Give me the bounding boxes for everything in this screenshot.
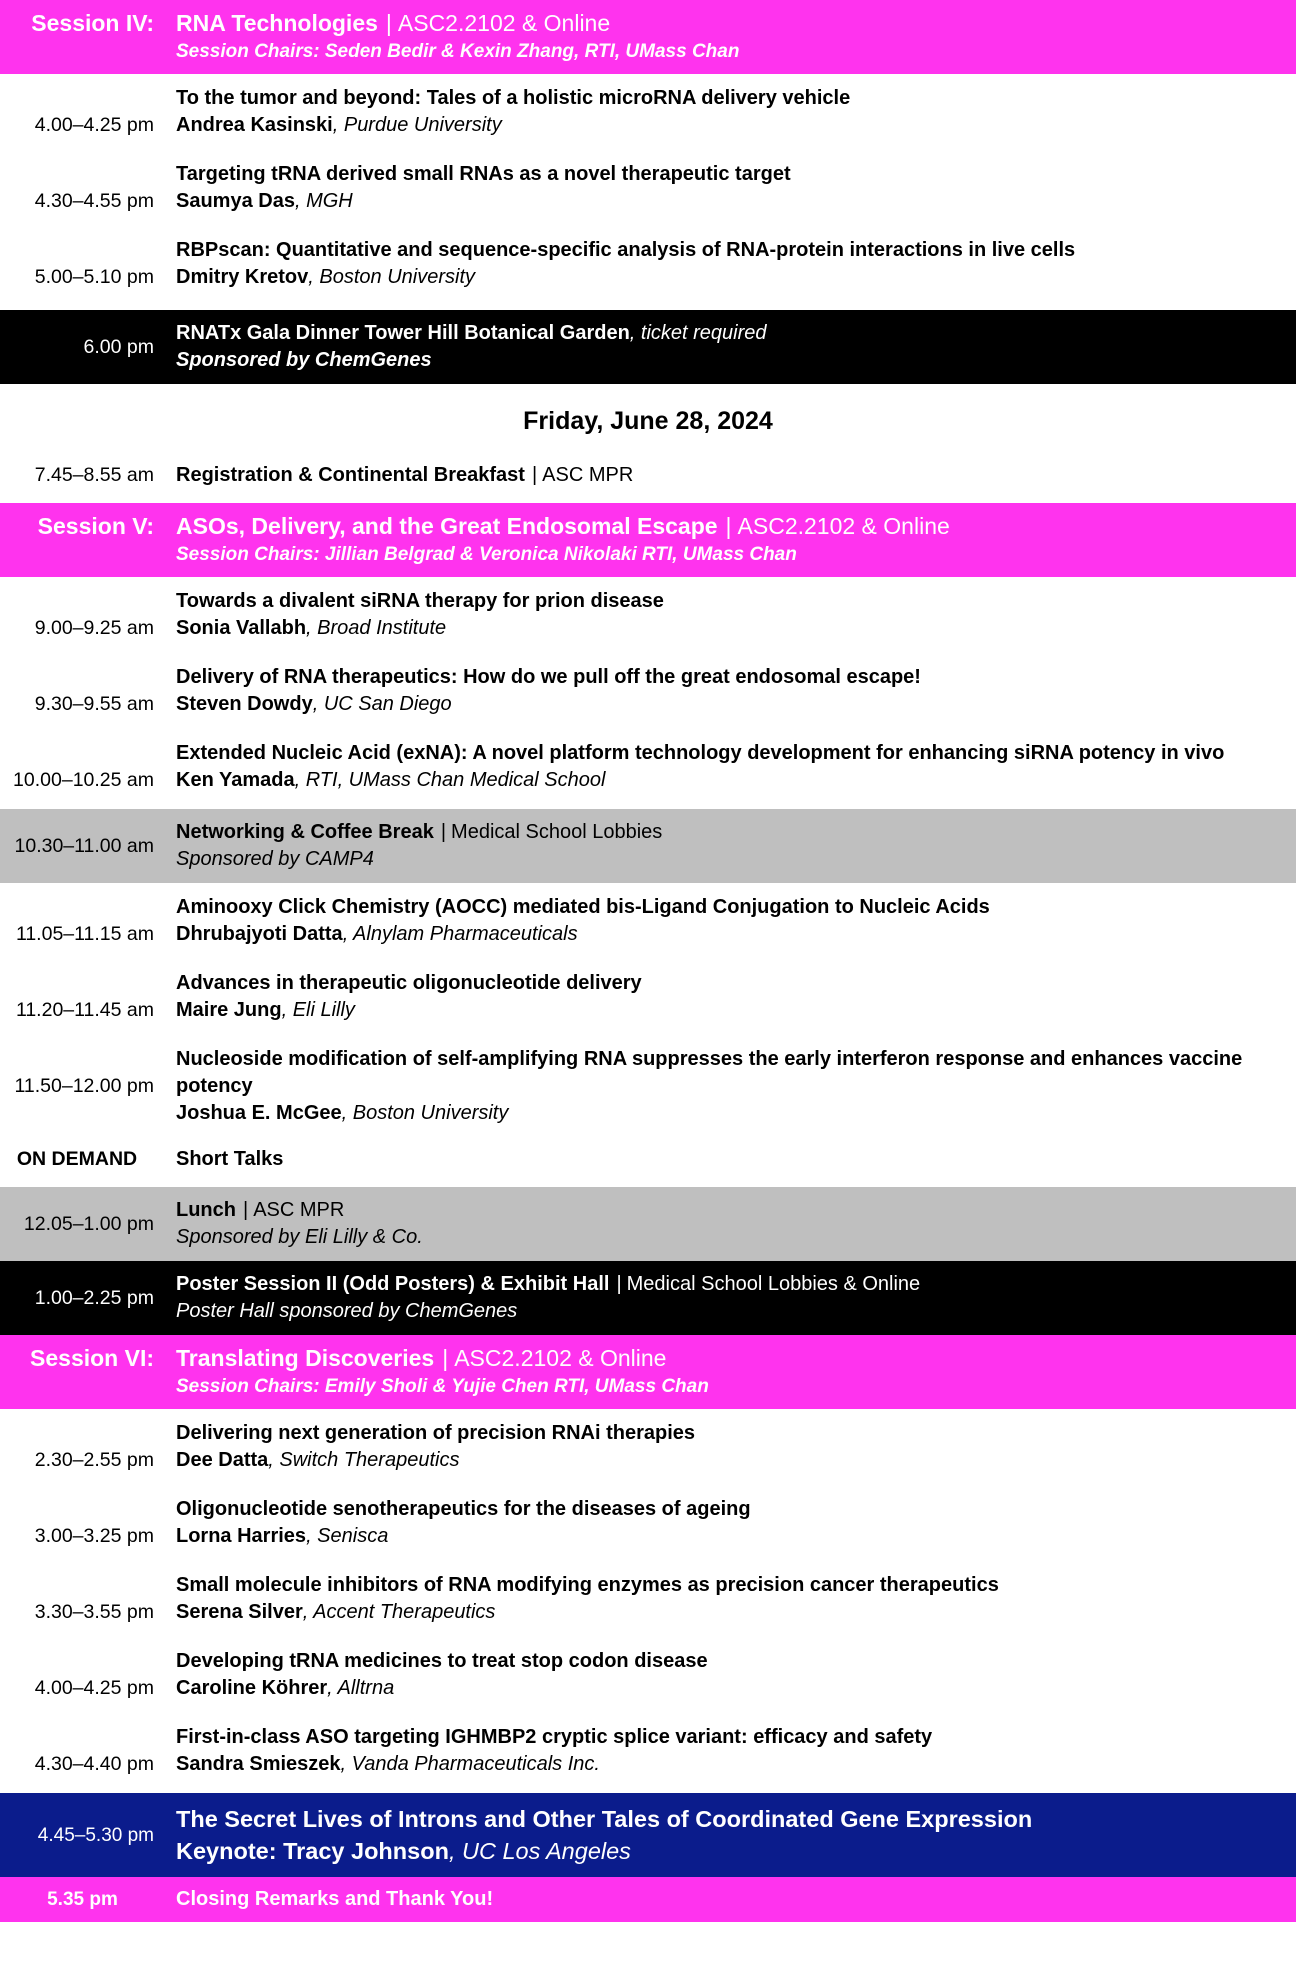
- gala-time: 6.00 pm: [83, 335, 154, 358]
- talk-body: [165, 894, 1296, 948]
- talk-affiliation: , Alnylam Pharmaceuticals: [342, 923, 578, 945]
- poster-session-title: Poster Session II (Odd Posters) & Exhibit Hall: [176, 1273, 610, 1295]
- lunch-row: [0, 1187, 1296, 1261]
- talk-time: 11.05–11.15 am: [15, 923, 154, 945]
- talk-speaker: Lorna Harries: [176, 1525, 307, 1547]
- talk-body: [165, 237, 1296, 291]
- talk-title: Aminooxy Click Chemistry (AOCC) mediated bis-Ligand Conjugation to Nucleic Acids: [176, 896, 990, 918]
- lunch-time: 12.05–1.00 pm: [23, 1212, 154, 1235]
- table-row: [0, 1637, 1296, 1713]
- talk-time: 11.20–11.45 am: [15, 999, 154, 1021]
- session-header-4-line1: [0, 7, 1296, 39]
- table-row: [0, 577, 1296, 653]
- coffee-break-sponsor: Sponsored by CAMP4: [176, 848, 374, 870]
- poster-session-time: 1.00–2.25 pm: [34, 1286, 154, 1309]
- lunch-title: Lunch: [176, 1199, 236, 1221]
- on-demand-row: [0, 1138, 1296, 1183]
- talk-title: Delivery of RNA therapeutics: How do we pull off the great endosomal escape!: [176, 666, 921, 688]
- table-row: [0, 959, 1296, 1035]
- table-row: [0, 226, 1296, 302]
- registration-location: ASC MPR: [542, 464, 634, 486]
- talk-affiliation: , Senisca: [306, 1525, 389, 1547]
- talk-body: [165, 1648, 1296, 1702]
- talk-body: [165, 1420, 1296, 1474]
- talk-time: 9.30–9.55 am: [34, 693, 154, 715]
- session-5-separator: |: [725, 513, 732, 539]
- talk-time: 3.30–3.55 pm: [34, 1601, 154, 1623]
- talk-time: 4.30–4.40 pm: [34, 1753, 154, 1775]
- talk-time: 11.50–12.00 pm: [14, 1075, 154, 1097]
- session-header-6: [0, 1335, 1296, 1409]
- talk-speaker: Dhrubajyoti Datta: [176, 923, 343, 945]
- coffee-break-separator: |: [440, 821, 447, 843]
- poster-session-location: Medical School Lobbies & Online: [626, 1273, 921, 1295]
- talk-body: [165, 588, 1296, 642]
- talk-speaker: Caroline Köhrer: [176, 1677, 328, 1699]
- talk-affiliation: , Eli Lilly: [281, 999, 355, 1021]
- table-row: [0, 1035, 1296, 1138]
- lunch-location: ASC MPR: [253, 1199, 345, 1221]
- talk-body: [165, 970, 1296, 1024]
- talk-speaker: Sandra Smieszek: [176, 1753, 341, 1775]
- talk-time: 5.00–5.10 pm: [34, 266, 154, 288]
- session-5-label: Session V:: [37, 513, 154, 539]
- gala-sponsor: Sponsored by ChemGenes: [176, 349, 432, 371]
- session-header-5-line1: [0, 510, 1296, 542]
- talk-title: First-in-class ASO targeting IGHMBP2 cryptic splice variant: efficacy and safety: [176, 1726, 933, 1748]
- talk-affiliation: , Broad Institute: [306, 617, 447, 639]
- talk-time: 2.30–2.55 pm: [34, 1449, 154, 1471]
- talk-time: 4.00–4.25 pm: [34, 114, 154, 136]
- registration-title: Registration & Continental Breakfast: [176, 464, 525, 486]
- poster-session-body: [165, 1271, 1296, 1325]
- gala-title: RNATx Gala Dinner Tower Hill Botanical Garden: [176, 322, 630, 344]
- coffee-break-row: [0, 809, 1296, 883]
- talk-affiliation: , Purdue University: [332, 114, 502, 136]
- table-row: [0, 1485, 1296, 1561]
- talk-speaker: Joshua E. McGee: [176, 1102, 342, 1124]
- day-heading: Friday, June 28, 2024: [523, 407, 773, 435]
- talk-time: 4.30–4.55 pm: [34, 190, 154, 212]
- talk-title: Towards a divalent siRNA therapy for prion disease: [176, 590, 664, 612]
- session-4-location: ASC2.2102 & Online: [397, 10, 611, 36]
- table-row: [0, 729, 1296, 805]
- session-5-titlewrap: [165, 510, 1296, 542]
- table-row: [0, 653, 1296, 729]
- talk-title: Delivering next generation of precision RNAi therapies: [176, 1422, 696, 1444]
- session-6-separator: |: [442, 1345, 449, 1371]
- keynote-body: [165, 1803, 1296, 1867]
- lunch-sponsor: Sponsored by Eli Lilly & Co.: [176, 1226, 423, 1248]
- talk-speaker: Saumya Das: [176, 190, 295, 212]
- talk-body: [165, 740, 1296, 794]
- session-4-titlewrap: [165, 7, 1296, 39]
- talk-speaker: Serena Silver: [176, 1601, 303, 1623]
- talk-speaker: Sonia Vallabh: [176, 617, 307, 639]
- talk-speaker: Dmitry Kretov: [176, 266, 309, 288]
- coffee-break-time: 10.30–11.00 am: [14, 834, 154, 857]
- table-row: [0, 1561, 1296, 1637]
- registration-body: [165, 462, 1296, 489]
- closing-remarks-row: [0, 1877, 1296, 1922]
- session-4-label: Session IV:: [31, 10, 154, 36]
- talk-affiliation: , Alltrna: [327, 1677, 395, 1699]
- talk-body: [165, 85, 1296, 139]
- gala-body: [165, 320, 1296, 374]
- registration-time: 7.45–8.55 am: [34, 464, 154, 486]
- session-6-title: Translating Discoveries: [176, 1345, 435, 1371]
- talk-affiliation: , Switch Therapeutics: [268, 1449, 460, 1471]
- poster-session-row: [0, 1261, 1296, 1335]
- session-5-location: ASC2.2102 & Online: [737, 513, 950, 539]
- talk-speaker: Dee Datta: [176, 1449, 269, 1471]
- talk-body: [165, 664, 1296, 718]
- session-header-5: [0, 503, 1296, 577]
- talk-body: [165, 1724, 1296, 1778]
- talk-title: Nucleoside modification of self-amplifying RNA suppresses the early interferon response and enhances vaccine potency: [176, 1048, 1243, 1097]
- table-row: [0, 883, 1296, 959]
- session-4-separator: |: [385, 10, 392, 36]
- keynote-time: 4.45–5.30 pm: [37, 1824, 154, 1846]
- talk-speaker: Ken Yamada: [176, 769, 295, 791]
- registration-row: [0, 454, 1296, 499]
- talk-speaker: Andrea Kasinski: [176, 114, 333, 136]
- talk-title: To the tumor and beyond: Tales of a holistic microRNA delivery vehicle: [176, 87, 851, 109]
- lunch-body: [165, 1197, 1296, 1251]
- talk-title: Developing tRNA medicines to treat stop codon disease: [176, 1650, 708, 1672]
- keynote-affiliation: , UC Los Angeles: [448, 1838, 631, 1864]
- session-6-chairs: Session Chairs: Emily Sholi & Yujie Chen RTI, UMass Chan: [176, 1376, 709, 1397]
- closing-remarks-title: Closing Remarks and Thank You!: [176, 1888, 494, 1910]
- talk-time: 9.00–9.25 am: [34, 617, 154, 639]
- talk-affiliation: , Accent Therapeutics: [302, 1601, 496, 1623]
- talk-affiliation: , UC San Diego: [312, 693, 452, 715]
- session-header-4: [0, 0, 1296, 74]
- talk-body: [165, 1496, 1296, 1550]
- talk-time: 10.00–10.25 am: [13, 769, 154, 791]
- lunch-separator: |: [243, 1199, 249, 1221]
- talk-body: [165, 1572, 1296, 1626]
- talk-title: RBPscan: Quantitative and sequence-specific analysis of RNA-protein interactions in live cells: [176, 239, 1076, 261]
- talk-time: 3.00–3.25 pm: [34, 1525, 154, 1547]
- talk-body: [165, 1046, 1296, 1127]
- registration-separator: |: [531, 464, 538, 486]
- talk-title: Targeting tRNA derived small RNAs as a novel therapeutic target: [176, 163, 791, 185]
- talk-time: 4.00–4.25 pm: [34, 1677, 154, 1699]
- table-row: [0, 1409, 1296, 1485]
- table-row: [0, 1713, 1296, 1789]
- talk-body: [165, 161, 1296, 215]
- session-5-chairs: Session Chairs: Jillian Belgrad & Veronica Nikolaki RTI, UMass Chan: [176, 544, 797, 565]
- gala-note: , ticket required: [629, 322, 767, 344]
- talk-title: Oligonucleotide senotherapeutics for the diseases of ageing: [176, 1498, 751, 1520]
- keynote-title: The Secret Lives of Introns and Other Tales of Coordinated Gene Expression: [176, 1806, 1033, 1832]
- poster-session-separator: |: [616, 1273, 622, 1295]
- talk-title: Small molecule inhibitors of RNA modifying enzymes as precision cancer therapeutics: [176, 1574, 999, 1596]
- session-4-chairs: Session Chairs: Seden Bedir & Kexin Zhang, RTI, UMass Chan: [176, 41, 740, 62]
- talk-title: Extended Nucleic Acid (exNA): A novel platform technology development for enhancing siRNA potency in vivo: [176, 742, 1225, 764]
- session-5-title: ASOs, Delivery, and the Great Endosomal Escape: [176, 513, 718, 539]
- talk-affiliation: , Boston University: [341, 1102, 509, 1124]
- talk-title: Advances in therapeutic oligonucleotide delivery: [176, 972, 642, 994]
- session-6-location: ASC2.2102 & Online: [454, 1345, 667, 1371]
- session-4-title: RNA Technologies: [176, 10, 378, 36]
- talk-speaker: Maire Jung: [176, 999, 282, 1021]
- talk-affiliation: , Vanda Pharmaceuticals Inc.: [340, 1753, 600, 1775]
- poster-session-sponsor: Poster Hall sponsored by ChemGenes: [176, 1300, 518, 1322]
- keynote-speaker: Keynote: Tracy Johnson: [176, 1838, 449, 1864]
- keynote-row: [0, 1793, 1296, 1877]
- gala-dinner-row: [0, 310, 1296, 384]
- talk-affiliation: , Boston University: [308, 266, 475, 288]
- talk-affiliation: , MGH: [294, 190, 353, 212]
- closing-remarks-time: 5.35 pm: [47, 1889, 118, 1910]
- session-6-label: Session VI:: [30, 1345, 154, 1371]
- talk-speaker: Steven Dowdy: [176, 693, 313, 715]
- coffee-break-title: Networking & Coffee Break: [176, 821, 434, 843]
- coffee-break-location: Medical School Lobbies: [451, 821, 663, 843]
- coffee-break-body: [165, 819, 1296, 873]
- talk-affiliation: , RTI, UMass Chan Medical School: [294, 769, 606, 791]
- session-6-titlewrap: [165, 1342, 1296, 1374]
- table-row: [0, 150, 1296, 226]
- table-row: [0, 74, 1296, 150]
- on-demand-time: ON DEMAND: [16, 1148, 138, 1170]
- on-demand-title: Short Talks: [176, 1148, 284, 1170]
- session-header-6-line1: [0, 1342, 1296, 1374]
